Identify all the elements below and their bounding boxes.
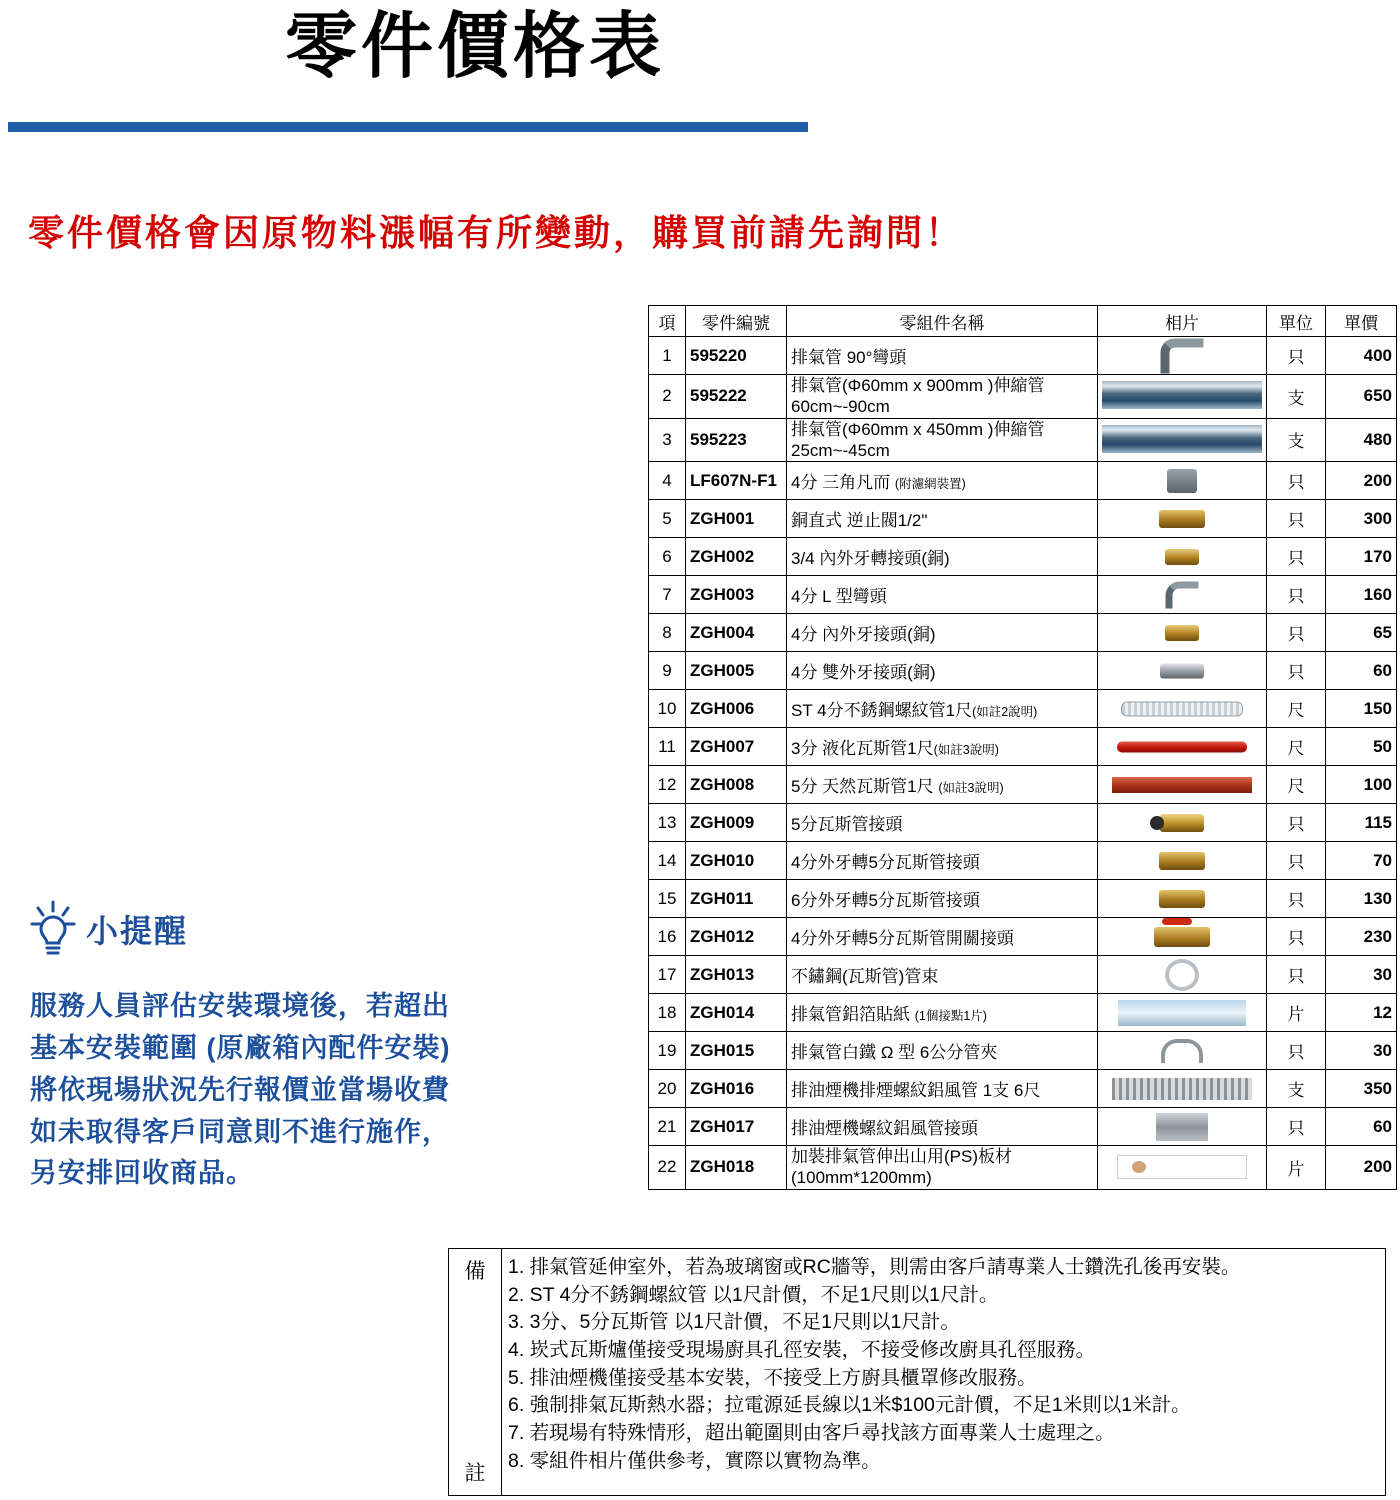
row-name-text: 排氣管白鐵 Ω 型 6公分管夾 bbox=[791, 1043, 998, 1062]
row-code: ZGH016 bbox=[686, 1070, 787, 1108]
flexible-hose-photo bbox=[1121, 701, 1243, 716]
row-name-text: 不鏽鋼(瓦斯管)管束 bbox=[791, 967, 939, 986]
row-photo bbox=[1098, 994, 1267, 1032]
row-name bbox=[787, 576, 1098, 614]
note-item: 2. ST 4分不銹鋼螺紋管 以1尺計價，不足1尺則以1尺計。 bbox=[508, 1283, 999, 1306]
row-name-text: 4分外牙轉5分瓦斯管接頭 bbox=[791, 853, 980, 872]
row-index: 5 bbox=[649, 500, 686, 538]
row-price: 30 bbox=[1326, 1032, 1397, 1070]
row-price: 480 bbox=[1326, 418, 1397, 462]
table-row bbox=[649, 766, 1397, 804]
tip-line: 如未取得客戶同意則不進行施作， bbox=[30, 1116, 450, 1147]
brass-adapter-photo bbox=[1165, 549, 1199, 565]
row-index: 21 bbox=[649, 1108, 686, 1146]
row-name-text2: 25cm~-45cm bbox=[791, 440, 890, 460]
row-code: ZGH013 bbox=[686, 956, 787, 994]
table-row bbox=[649, 1146, 1397, 1190]
row-photo bbox=[1098, 880, 1267, 918]
row-name-text: 排氣管鋁箔貼紙 bbox=[791, 1005, 910, 1024]
row-name bbox=[787, 418, 1098, 462]
table-row bbox=[649, 538, 1397, 576]
note-item: 3. 3分、5分瓦斯管 以1尺計價，不足1尺則以1尺計。 bbox=[508, 1311, 960, 1334]
row-code: ZGH018 bbox=[686, 1146, 787, 1190]
row-unit: 只 bbox=[1267, 1108, 1326, 1146]
row-price: 12 bbox=[1326, 994, 1397, 1032]
tip-line: 服務人員評估安裝環境後，若超出 bbox=[30, 991, 450, 1021]
row-index: 14 bbox=[649, 842, 686, 880]
row-name-text: 4分 三角凡而 bbox=[791, 473, 891, 492]
column-header-index: 項 bbox=[649, 306, 686, 337]
table-row bbox=[649, 375, 1397, 419]
row-index: 18 bbox=[649, 994, 686, 1032]
note-item: 8. 零組件相片僅供參考，實際以實物為準。 bbox=[508, 1449, 881, 1472]
row-photo bbox=[1098, 538, 1267, 576]
table-row bbox=[649, 614, 1397, 652]
title-divider bbox=[8, 122, 808, 132]
row-photo bbox=[1098, 956, 1267, 994]
row-name-text: 排油煙機排煙螺紋鋁風管 1支 6尺 bbox=[791, 1081, 1041, 1100]
row-code: ZGH011 bbox=[686, 880, 787, 918]
row-code: LF607N-F1 bbox=[686, 462, 787, 500]
row-code: ZGH010 bbox=[686, 842, 787, 880]
row-index: 9 bbox=[649, 652, 686, 690]
row-name-sub: (如註2說明) bbox=[972, 705, 1038, 719]
column-header-price: 單價 bbox=[1326, 306, 1397, 337]
row-name-text2: (100mm*1200mm) bbox=[791, 1168, 932, 1188]
notes-label-cell bbox=[449, 1249, 502, 1496]
gas-adapter-photo bbox=[1159, 852, 1205, 870]
row-unit: 只 bbox=[1267, 500, 1326, 538]
orange-gas-hose-photo bbox=[1112, 777, 1252, 793]
row-code: 595222 bbox=[686, 375, 787, 419]
row-index: 7 bbox=[649, 576, 686, 614]
row-name bbox=[787, 1070, 1098, 1108]
table-row bbox=[649, 918, 1397, 956]
row-name-sub: (1個接點1片) bbox=[914, 1009, 987, 1023]
l-elbow-photo bbox=[1166, 581, 1199, 608]
price-notice: 零件價格會因原物料漲幅有所變動，購買前請先詢問！ bbox=[28, 212, 965, 253]
row-name bbox=[787, 337, 1098, 375]
row-unit: 尺 bbox=[1267, 766, 1326, 804]
notes-container bbox=[448, 1248, 1386, 1496]
row-price: 130 bbox=[1326, 880, 1397, 918]
row-name bbox=[787, 1146, 1098, 1190]
row-name bbox=[787, 994, 1098, 1032]
column-header-name: 零組件名稱 bbox=[787, 306, 1098, 337]
row-price: 200 bbox=[1326, 462, 1397, 500]
red-gas-hose-photo bbox=[1117, 741, 1247, 752]
double-nipple-photo bbox=[1160, 663, 1204, 678]
alum-duct-photo bbox=[1112, 1078, 1252, 1100]
row-name-text: 4分 L 型彎頭 bbox=[791, 587, 887, 606]
ps-board-photo bbox=[1117, 1155, 1247, 1179]
row-name-text: 4分 雙外牙接頭(銅) bbox=[791, 663, 936, 682]
row-unit: 只 bbox=[1267, 652, 1326, 690]
duct-connector-photo bbox=[1156, 1113, 1208, 1141]
table-row bbox=[649, 994, 1397, 1032]
notes-table bbox=[448, 1248, 1386, 1496]
row-price: 200 bbox=[1326, 1146, 1397, 1190]
row-code: ZGH007 bbox=[686, 728, 787, 766]
row-code: ZGH001 bbox=[686, 500, 787, 538]
lightbulb-icon bbox=[30, 900, 76, 958]
tip-line: 將依現場狀況先行報價並當場收費 bbox=[30, 1074, 450, 1105]
row-price: 170 bbox=[1326, 538, 1397, 576]
gas-adapter-photo bbox=[1159, 890, 1205, 908]
row-name-text: 6分外牙轉5分瓦斯管接頭 bbox=[791, 891, 980, 910]
row-code: ZGH014 bbox=[686, 994, 787, 1032]
row-name bbox=[787, 375, 1098, 419]
row-name-text: 排氣管(Φ60mm x 450mm )伸縮管 bbox=[791, 419, 1045, 439]
table-row bbox=[649, 728, 1397, 766]
notes-label-bottom: 註 bbox=[464, 1462, 486, 1485]
row-name bbox=[787, 1032, 1098, 1070]
row-unit: 只 bbox=[1267, 1032, 1326, 1070]
row-photo bbox=[1098, 842, 1267, 880]
hose-clamp-photo bbox=[1165, 959, 1199, 991]
row-unit: 只 bbox=[1267, 576, 1326, 614]
row-index: 11 bbox=[649, 728, 686, 766]
tip-block bbox=[30, 900, 620, 1195]
row-price: 70 bbox=[1326, 842, 1397, 880]
row-photo bbox=[1098, 728, 1267, 766]
row-price: 350 bbox=[1326, 1070, 1397, 1108]
row-unit: 支 bbox=[1267, 375, 1326, 419]
row-index: 4 bbox=[649, 462, 686, 500]
table-row bbox=[649, 1070, 1397, 1108]
row-name-text: 排氣管 90°彎頭 bbox=[791, 348, 907, 367]
row-code: ZGH017 bbox=[686, 1108, 787, 1146]
row-name bbox=[787, 880, 1098, 918]
row-name bbox=[787, 462, 1098, 500]
row-name-text: 3/4 內外牙轉接頭(銅) bbox=[791, 549, 950, 568]
row-photo bbox=[1098, 766, 1267, 804]
row-index: 12 bbox=[649, 766, 686, 804]
row-name-text: 4分外牙轉5分瓦斯管開關接頭 bbox=[791, 929, 1014, 948]
row-photo bbox=[1098, 462, 1267, 500]
row-name-sub: (如註3說明) bbox=[933, 743, 999, 757]
tip-header bbox=[30, 900, 620, 958]
row-name bbox=[787, 652, 1098, 690]
row-unit: 只 bbox=[1267, 538, 1326, 576]
row-price: 300 bbox=[1326, 500, 1397, 538]
row-unit: 支 bbox=[1267, 418, 1326, 462]
row-unit: 片 bbox=[1267, 1146, 1326, 1190]
row-unit: 只 bbox=[1267, 918, 1326, 956]
row-index: 1 bbox=[649, 337, 686, 375]
table-row bbox=[649, 956, 1397, 994]
row-photo bbox=[1098, 1032, 1267, 1070]
row-code: ZGH003 bbox=[686, 576, 787, 614]
telescopic-pipe-photo bbox=[1102, 381, 1262, 409]
row-unit: 只 bbox=[1267, 842, 1326, 880]
foil-tape-photo bbox=[1118, 1000, 1246, 1026]
row-price: 60 bbox=[1326, 1108, 1397, 1146]
row-price: 650 bbox=[1326, 375, 1397, 419]
row-index: 10 bbox=[649, 690, 686, 728]
note-item: 4. 崁式瓦斯爐僅接受現場廚具孔徑安裝，不接受修改廚具孔徑服務。 bbox=[508, 1339, 1096, 1362]
notes-label-top: 備 bbox=[464, 1260, 486, 1283]
row-name bbox=[787, 918, 1098, 956]
row-unit: 只 bbox=[1267, 880, 1326, 918]
row-name bbox=[787, 804, 1098, 842]
row-price: 100 bbox=[1326, 766, 1397, 804]
row-name bbox=[787, 956, 1098, 994]
row-photo bbox=[1098, 918, 1267, 956]
row-photo bbox=[1098, 1146, 1267, 1190]
row-price: 60 bbox=[1326, 652, 1397, 690]
note-item: 1. 排氣管延伸室外，若為玻璃窗或RC牆等，則需由客戶請專業人士鑽洗孔後再安裝。 bbox=[508, 1256, 1241, 1278]
notes-list bbox=[502, 1249, 1386, 1496]
row-name-text: 3分 液化瓦斯管1尺 bbox=[791, 739, 934, 758]
row-name-sub: (如註3說明) bbox=[938, 781, 1004, 795]
row-photo bbox=[1098, 576, 1267, 614]
table-row bbox=[649, 880, 1397, 918]
row-code: ZGH006 bbox=[686, 690, 787, 728]
row-code: 595223 bbox=[686, 418, 787, 462]
elbow-pipe-photo bbox=[1161, 338, 1204, 373]
row-price: 400 bbox=[1326, 337, 1397, 375]
row-name-text: 加裝排氣管伸出山用(PS)板材 bbox=[791, 1147, 1012, 1166]
row-price: 115 bbox=[1326, 804, 1397, 842]
table-row bbox=[649, 1108, 1397, 1146]
row-photo bbox=[1098, 804, 1267, 842]
table-row bbox=[649, 690, 1397, 728]
row-index: 17 bbox=[649, 956, 686, 994]
row-name-text: 5分 天然瓦斯管1尺 bbox=[791, 777, 934, 796]
row-unit: 支 bbox=[1267, 1070, 1326, 1108]
table-row bbox=[649, 500, 1397, 538]
row-index: 13 bbox=[649, 804, 686, 842]
row-name-text: 4分 內外牙接頭(銅) bbox=[791, 625, 936, 644]
tip-title: 小提醒 bbox=[86, 913, 189, 949]
row-name bbox=[787, 538, 1098, 576]
row-code: ZGH012 bbox=[686, 918, 787, 956]
table-row bbox=[649, 576, 1397, 614]
price-table bbox=[648, 305, 1397, 1190]
row-name-text: 排油煙機螺紋鋁風管接頭 bbox=[791, 1119, 978, 1138]
ball-valve-photo bbox=[1154, 927, 1210, 947]
tip-line: 基本安裝範圍 (原廠箱內配件安裝) bbox=[30, 1032, 451, 1063]
row-name bbox=[787, 842, 1098, 880]
row-name-text: 5分瓦斯管接頭 bbox=[791, 815, 903, 834]
row-photo bbox=[1098, 1070, 1267, 1108]
angle-valve-photo bbox=[1167, 469, 1197, 493]
tip-body bbox=[30, 986, 620, 1195]
row-name-text2: 60cm~-90cm bbox=[791, 397, 890, 417]
row-name bbox=[787, 1108, 1098, 1146]
row-price: 30 bbox=[1326, 956, 1397, 994]
row-code: ZGH008 bbox=[686, 766, 787, 804]
table-row bbox=[649, 418, 1397, 462]
row-index: 8 bbox=[649, 614, 686, 652]
column-header-photo: 相片 bbox=[1098, 306, 1267, 337]
note-item: 6. 強制排氣瓦斯熱水器；拉電源延長線以1米$100元計價，不足1米則以1米計。 bbox=[508, 1394, 1191, 1417]
row-price: 230 bbox=[1326, 918, 1397, 956]
row-photo bbox=[1098, 614, 1267, 652]
row-code: ZGH009 bbox=[686, 804, 787, 842]
column-header-code: 零件編號 bbox=[686, 306, 787, 337]
row-index: 6 bbox=[649, 538, 686, 576]
row-code: ZGH005 bbox=[686, 652, 787, 690]
row-unit: 片 bbox=[1267, 994, 1326, 1032]
row-price: 150 bbox=[1326, 690, 1397, 728]
table-row bbox=[649, 1032, 1397, 1070]
row-name-sub: (附濾網裝置) bbox=[894, 477, 966, 491]
table-row bbox=[649, 804, 1397, 842]
row-unit: 只 bbox=[1267, 337, 1326, 375]
row-photo bbox=[1098, 690, 1267, 728]
row-name bbox=[787, 728, 1098, 766]
row-price: 65 bbox=[1326, 614, 1397, 652]
row-index: 3 bbox=[649, 418, 686, 462]
table-row bbox=[649, 652, 1397, 690]
row-photo bbox=[1098, 500, 1267, 538]
row-name bbox=[787, 766, 1098, 804]
telescopic-pipe-photo bbox=[1102, 425, 1262, 453]
check-valve-photo bbox=[1159, 510, 1205, 528]
row-index: 20 bbox=[649, 1070, 686, 1108]
row-unit: 只 bbox=[1267, 462, 1326, 500]
row-name-text: 銅直式 逆止閥1/2" bbox=[791, 511, 928, 530]
row-index: 19 bbox=[649, 1032, 686, 1070]
row-unit: 只 bbox=[1267, 614, 1326, 652]
brass-adapter-photo bbox=[1165, 625, 1199, 641]
row-code: ZGH015 bbox=[686, 1032, 787, 1070]
row-name bbox=[787, 500, 1098, 538]
row-name-text: ST 4分不銹鋼螺紋管1尺 bbox=[791, 701, 973, 720]
row-photo bbox=[1098, 652, 1267, 690]
note-item: 7. 若現場有特殊情形，超出範圍則由客戶尋找該方面專業人士處理之。 bbox=[508, 1422, 1115, 1445]
price-table-container bbox=[648, 305, 1392, 1190]
row-photo bbox=[1098, 337, 1267, 375]
row-unit: 尺 bbox=[1267, 728, 1326, 766]
tip-line: 另安排回收商品。 bbox=[30, 1158, 254, 1189]
omega-clamp-photo bbox=[1161, 1039, 1203, 1063]
row-unit: 只 bbox=[1267, 956, 1326, 994]
table-row bbox=[649, 462, 1397, 500]
row-code: ZGH002 bbox=[686, 538, 787, 576]
row-photo bbox=[1098, 375, 1267, 419]
gas-connector-photo bbox=[1160, 814, 1204, 832]
row-unit: 尺 bbox=[1267, 690, 1326, 728]
row-code: 595220 bbox=[686, 337, 787, 375]
row-index: 16 bbox=[649, 918, 686, 956]
row-index: 2 bbox=[649, 375, 686, 419]
row-name bbox=[787, 614, 1098, 652]
row-unit: 只 bbox=[1267, 804, 1326, 842]
row-photo bbox=[1098, 418, 1267, 462]
table-header-row bbox=[649, 306, 1397, 337]
row-price: 50 bbox=[1326, 728, 1397, 766]
row-code: ZGH004 bbox=[686, 614, 787, 652]
row-index: 22 bbox=[649, 1146, 686, 1190]
row-price: 160 bbox=[1326, 576, 1397, 614]
row-name bbox=[787, 690, 1098, 728]
row-name-text: 排氣管(Φ60mm x 900mm )伸縮管 bbox=[791, 376, 1045, 395]
column-header-unit: 單位 bbox=[1267, 306, 1326, 337]
row-photo bbox=[1098, 1108, 1267, 1146]
table-row bbox=[649, 842, 1397, 880]
note-item: 5. 排油煙機僅接受基本安裝，不接受上方廚具櫃罩修改服務。 bbox=[508, 1366, 1037, 1389]
row-index: 15 bbox=[649, 880, 686, 918]
page-title: 零件價格表 bbox=[285, 7, 666, 87]
table-row bbox=[649, 337, 1397, 375]
